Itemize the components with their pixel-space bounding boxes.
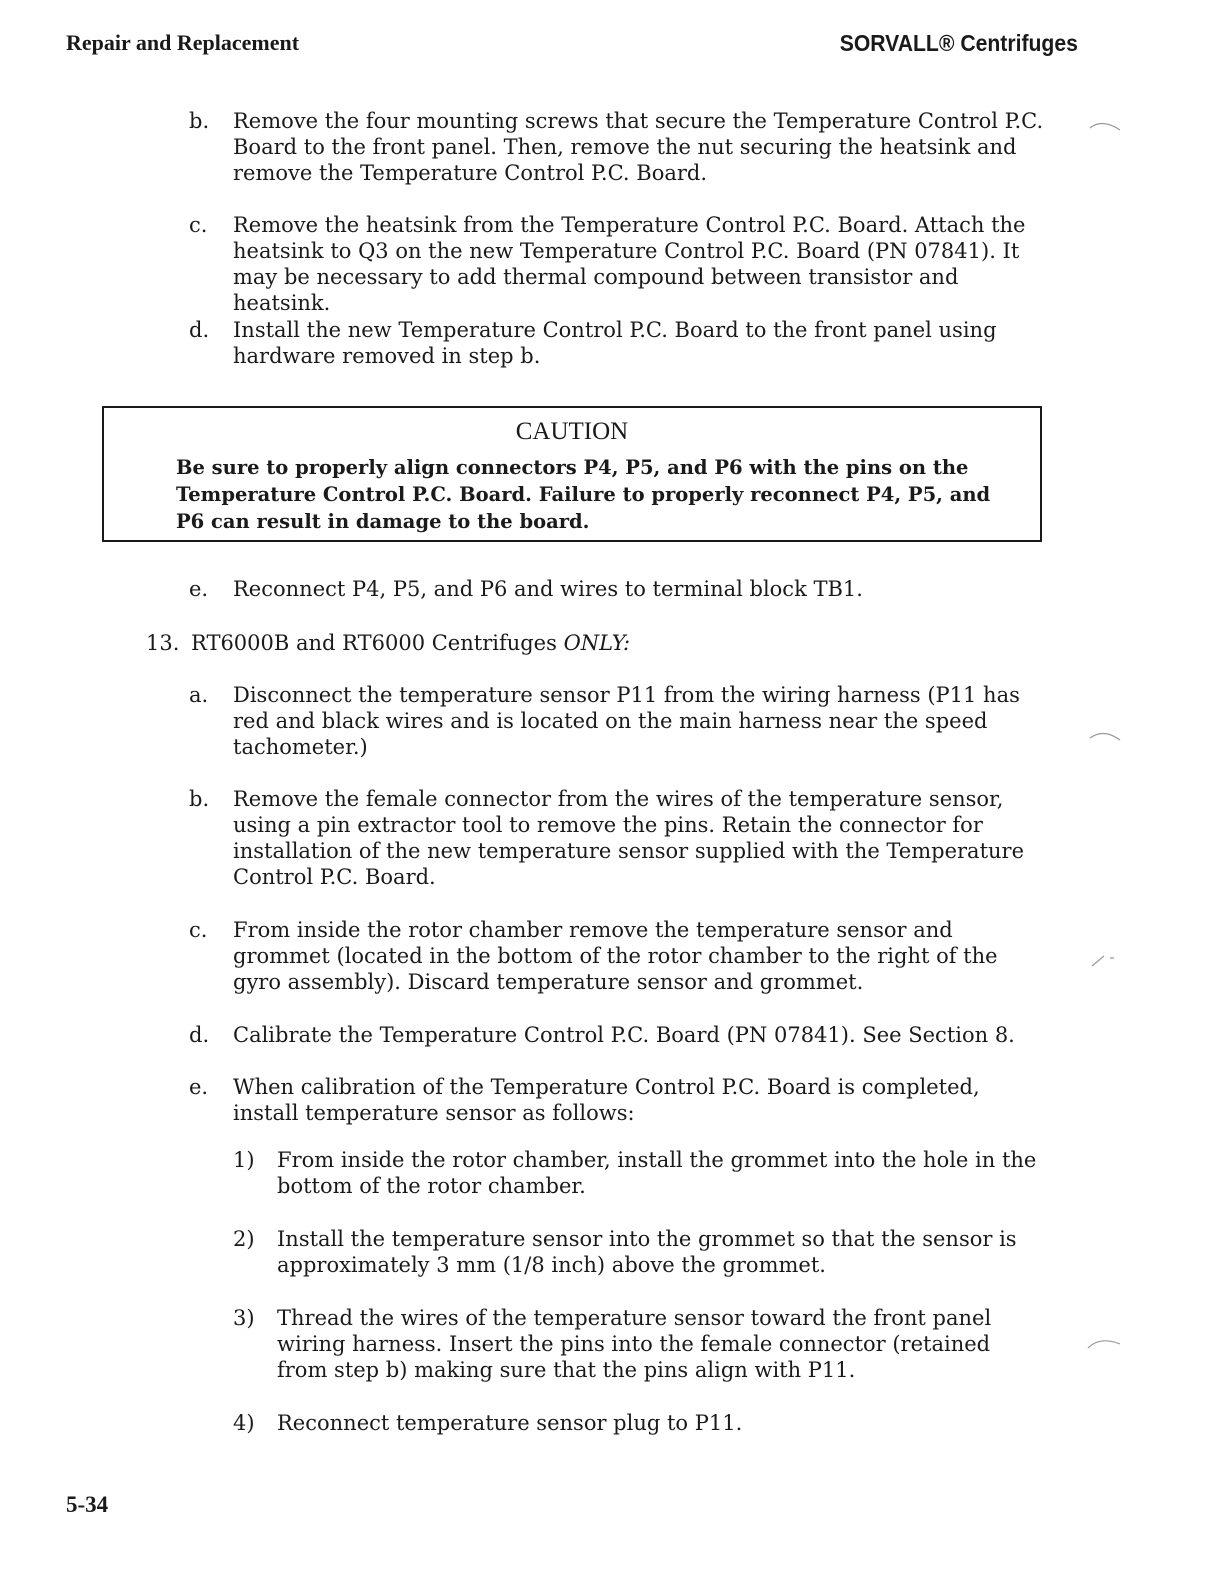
substep-label: 1) [233,1148,255,1172]
step-text: Install the new Temperature Control P.C. Board to the front panel using hardware removed in step b. [233,318,997,368]
step-label: b. [189,109,210,133]
step-label: e. [189,577,209,601]
margin-mark-icon [1090,950,1120,968]
substep-text: From inside the rotor chamber, install the grommet into the hole in the bottom of the rotor chamber. [277,1148,1037,1198]
substep-label: 4) [233,1411,255,1435]
step-text: When calibration of the Temperature Control P.C. Board is completed, install temperature sensor as follows: [233,1075,980,1125]
header-section-title: Repair and Replacement [66,30,300,55]
substep-label: 2) [233,1227,255,1251]
step-text: Remove the female connector from the wires of the temperature sensor, using a pin extractor tool to remove the pins. Retain the connector for installation of the new temperature sensor supplied with the Temperature Control P.C. Board. [233,787,1025,889]
margin-mark-icon [1086,1334,1122,1350]
header-brand-title: SORVALL® Centrifuges [839,30,1078,56]
section-heading-emphasis: ONLY: [563,631,631,655]
step-label: c. [189,213,208,237]
step-label: c. [189,918,208,942]
caution-title: CAUTION [515,418,629,445]
step-text: Calibrate the Temperature Control P.C. Board (PN 07841). See Section 8. [233,1023,1015,1047]
caution-box [102,406,1042,542]
step-label: a. [189,683,209,707]
step-text: Remove the four mounting screws that secure the Temperature Control P.C. Board to the front panel. Then, remove the nut securing the heatsink and remove the Temperature Control P.C. Board. [233,109,1044,185]
step-label: d. [189,318,210,342]
step-label: b. [189,787,210,811]
substep-label: 3) [233,1306,255,1330]
substep-text: Thread the wires of the temperature sensor toward the front panel wiring harness. Insert the pins into the female connector (retained from step b) making sure that the pins align with P11. [277,1306,992,1382]
caution-text: Be sure to properly align connectors P4, P5, and P6 with the pins on the Temperature Control P.C. Board. Failure to properly reconnect P4, P5, and P6 can result in damage to the board. [176,456,991,533]
step-text: Reconnect P4, P5, and P6 and wires to terminal block TB1. [233,577,863,601]
page-number: 5-34 [66,1492,109,1517]
step-label: d. [189,1023,210,1047]
margin-mark-icon [1088,118,1122,132]
step-label: e. [189,1075,209,1099]
section-number: 13. [146,631,180,655]
section-heading-text [191,630,1041,656]
substep-text: Reconnect temperature sensor plug to P11. [277,1411,743,1435]
section-heading-main: RT6000B and RT6000 Centrifuges [191,631,557,655]
margin-mark-icon [1088,726,1122,742]
step-text: From inside the rotor chamber remove the temperature sensor and grommet (located in the bottom of the rotor chamber to the right of the gyro assembly). Discard temperature sensor and grommet. [233,918,998,994]
substep-text: Install the temperature sensor into the grommet so that the sensor is approximately 3 mm (1/8 inch) above the grommet. [277,1227,1017,1277]
step-text: Remove the heatsink from the Temperature Control P.C. Board. Attach the heatsink to Q3 on the new Temperature Control P.C. Board (PN 07841). It may be necessary to add thermal compound between transistor and heatsink. [233,213,1026,315]
step-text: Disconnect the temperature sensor P11 from the wiring harness (P11 has red and black wires and is located on the main harness near the speed tachometer.) [233,683,1020,759]
